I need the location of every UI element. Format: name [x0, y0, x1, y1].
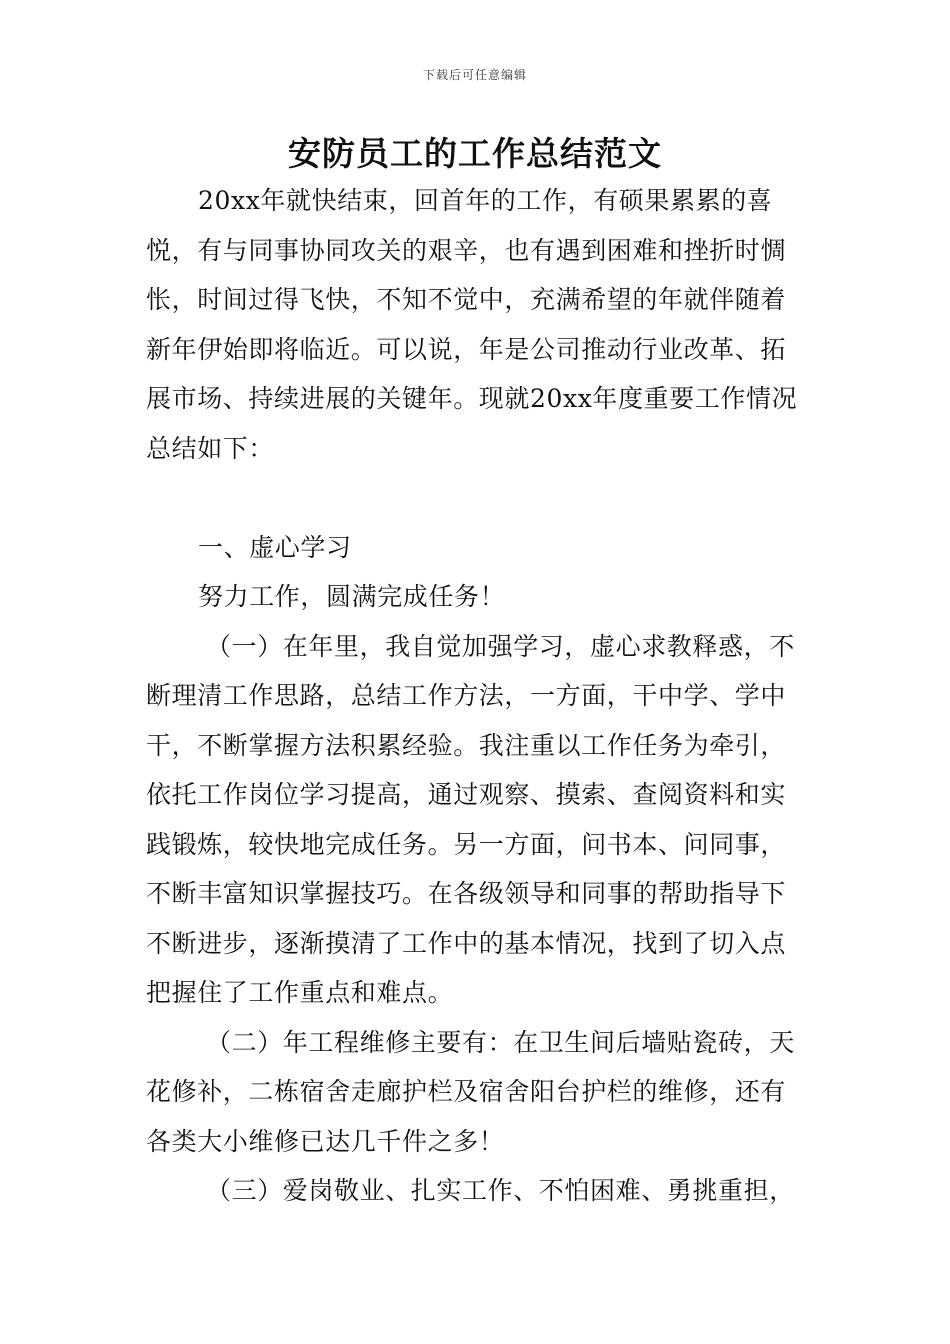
item-paragraph-3: （三）爱岗敬业、扎实工作、不怕困难、勇挑重担，	[206, 1176, 795, 1205]
intro-paragraph: 20xx年就快结束，回首年的工作，有硕果累累的喜悦，有与同事协同攻关的艰辛，也有遇到困难和挫折时惆怅，时间过得飞快，不知不觉中，充满希望的年就伴随着新年伊始即将临近。可以说，年是公司推动行业改革、拓展市场、持续进展的关键年。现就20xx年度重要工作情况总结如下：	[146, 186, 798, 463]
document-title: 安防员工的工作总结范文	[288, 134, 662, 173]
document-body	[146, 176, 808, 1216]
item-paragraph-2: （二）年工程维修主要有：在卫生间后墙贴瓷砖，天花修补，二栋宿舍走廊护栏及宿舍阳台护栏的维修，还有各类大小维修已达几千件之多！	[146, 1027, 795, 1156]
item-paragraph-1: （一）在年里，我自觉加强学习，虚心求教释惑，不断理清工作思路，总结工作方法，一方面，干中学、学中干，不断掌握方法积累经验。我注重以工作任务为牵引，依托工作岗位学习提高，通过观察、摸索、查阅资料和实践锻炼，较快地完成任务。另一方面，问书本、问同事，不断丰富知识掌握技巧。在各级领导和同事的帮助指导下不断进步，逐渐摸清了工作中的基本情况，找到了切入点把握住了工作重点和难点。	[146, 631, 795, 1007]
section-heading: 一、虚心学习	[198, 532, 352, 562]
header-note: 下载后可任意编辑	[422, 68, 527, 82]
section-subheading: 努力工作，圆满完成任务！	[198, 582, 506, 611]
paragraph-gap	[146, 473, 808, 523]
